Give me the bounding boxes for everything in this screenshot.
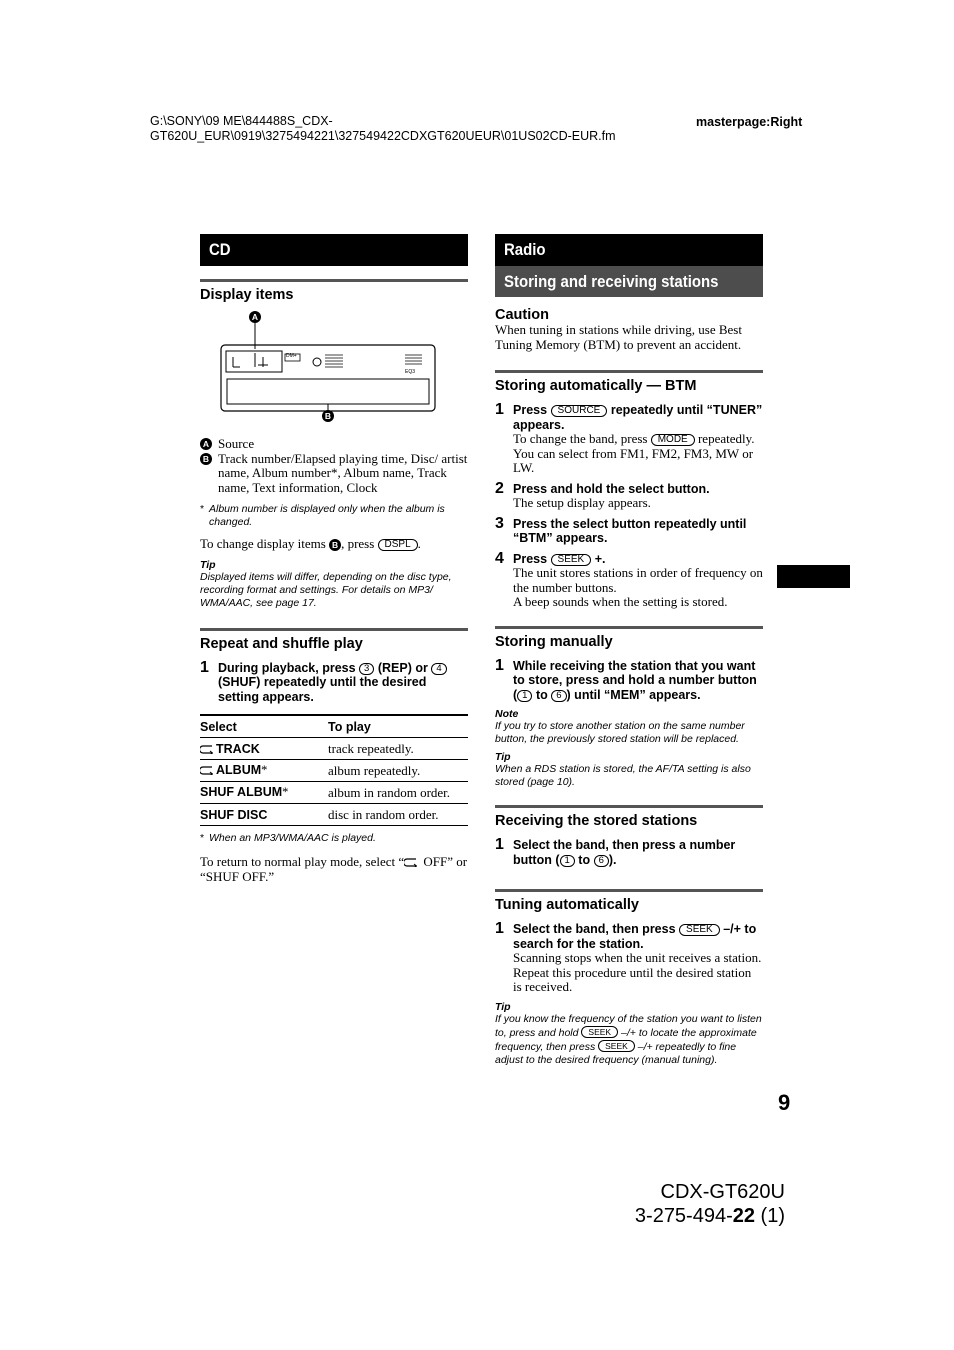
row-select	[200, 738, 328, 760]
model-code-bold: 22	[732, 1205, 755, 1227]
repeat-icon	[200, 766, 213, 775]
cd-section-bar	[200, 234, 468, 266]
radio-section-title: Radio	[504, 240, 546, 259]
step-number: 1	[495, 920, 504, 937]
table-row	[200, 738, 468, 760]
tip-text-a: If you know the frequency of the station you want to listen to, press and hold	[495, 1012, 762, 1039]
key-1: 1	[517, 690, 532, 702]
callout-b-marker: B	[322, 410, 334, 422]
display-tip	[200, 559, 468, 610]
display-item-b	[200, 452, 468, 496]
key-4: 4	[431, 663, 446, 675]
album-footnote	[200, 503, 468, 529]
row-star: *	[282, 785, 289, 799]
step-text-a: Press	[513, 551, 548, 566]
model-code-a: 3-275-494-	[634, 1205, 733, 1227]
step-text-b: to	[535, 687, 548, 702]
display-item-a	[200, 437, 468, 452]
step-text-b: repeatedly until “TUNER” appears.	[513, 403, 763, 432]
seek-key: SEEK	[581, 1026, 618, 1038]
btm-heading: Storing automatically — BTM	[495, 370, 763, 394]
step-text-b: (REP) or	[377, 660, 428, 675]
col-select: Select	[200, 715, 328, 738]
file-path-line-2: GT620U_EUR\0919\3275494221\327549422CDXGT620UEUR\01US02CD-EUR.fm	[150, 129, 616, 143]
caution-text: When tuning in stations while driving, use Best Tuning Memory (BTM) to prevent an accident.	[495, 322, 742, 352]
step-number: 1	[495, 836, 504, 853]
step-number: 1	[495, 401, 504, 418]
step-number: 2	[495, 479, 504, 497]
tip-text: Displayed items will differ, depending on the disc type, recording format and settings. For details on MP3/ WMA/AAC, see page 17.	[200, 570, 452, 609]
manual-tip	[495, 751, 763, 789]
step-text-a: Select the band, then press	[513, 922, 676, 936]
row-select-label: TRACK	[216, 741, 260, 756]
file-path-header	[150, 114, 650, 144]
col-to-play: To play	[328, 715, 468, 738]
step-number: 1	[200, 658, 209, 676]
right-column	[495, 234, 763, 1067]
row-play: album repeatedly.	[328, 760, 468, 782]
step-text-a: During playback, press	[218, 660, 356, 675]
row-star: *	[261, 763, 268, 777]
btm-step-2-body: The setup display appears.	[513, 495, 651, 510]
seek-key: SEEK	[551, 554, 592, 566]
step-number: 1	[495, 656, 504, 674]
receiving-step-1	[495, 838, 763, 867]
page-number: 9	[778, 1090, 791, 1115]
album-footnote-text: Album number is displayed only when the album is changed.	[209, 503, 445, 528]
step-text-b: –/+ to search for the station.	[513, 922, 757, 951]
manual-step-1	[495, 656, 763, 703]
change-display-instruction	[200, 537, 468, 552]
btm-step-1	[495, 403, 763, 476]
row-play: track repeatedly.	[328, 738, 468, 760]
dspl-key: DSPL	[378, 539, 418, 551]
tip-heading: Tip	[495, 751, 511, 763]
step-text-b: +.	[594, 551, 606, 566]
play-mode-table	[200, 714, 468, 826]
radio-section-bar	[495, 234, 763, 266]
step-number: 4	[495, 549, 504, 567]
manual-note	[495, 708, 763, 746]
table-row	[200, 782, 468, 804]
model-code-c: (1)	[755, 1205, 785, 1227]
model-name: CDX-GT620U	[660, 1181, 785, 1203]
row-select-label: SHUF ALBUM	[200, 785, 283, 799]
step-text-a: Select the band, then press a number button (	[513, 838, 736, 867]
item-a-marker: A	[200, 438, 212, 450]
btm-step-2-instruction: Press and hold the select button.	[513, 481, 710, 496]
row-select	[200, 782, 328, 804]
tuning-step-1	[495, 922, 763, 995]
tuning-tip	[495, 1001, 763, 1067]
masterpage-label: masterpage:Right	[696, 115, 803, 129]
row-play: disc in random order.	[328, 804, 468, 826]
step-text-c: ).	[608, 852, 617, 867]
lcd-dm-tag: DM+	[286, 353, 297, 359]
tip-text-c: –/+ repeatedly to fine adjust to the desired frequency (manual tuning).	[495, 1040, 737, 1066]
item-b-text: Track number/Elapsed playing time, Disc/ artist name, Album number*, Album name, Track name, Text information, Clock	[218, 450, 468, 495]
tip-heading: Tip	[200, 558, 216, 571]
item-a-text: Source	[218, 436, 255, 451]
btm-step-1-body	[513, 432, 763, 476]
key-3: 3	[359, 663, 374, 675]
mp3-footnote	[200, 832, 468, 845]
change-text-pre: To change display items	[200, 536, 326, 551]
footnote-star: *	[200, 832, 205, 844]
cd-section-title: CD	[209, 240, 231, 259]
tuning-auto-heading: Tuning automatically	[495, 889, 763, 913]
tuning-step-1-instruction	[513, 922, 763, 951]
storing-manually-heading: Storing manually	[495, 626, 763, 650]
repeat-step-1	[200, 658, 468, 705]
seek-key: SEEK	[679, 924, 720, 936]
caution-heading: Caution	[495, 307, 549, 323]
display-items-heading: Display items	[200, 279, 468, 303]
note-text: If you try to store another station on the same number button, the previously stored station will be replaced.	[495, 720, 745, 745]
btm-step-2	[495, 479, 763, 511]
row-select	[200, 760, 328, 782]
row-select	[200, 804, 328, 826]
tuning-step-1-body: Scanning stops when the unit receives a station. Repeat this procedure until the desired station is received.	[513, 950, 762, 994]
btm-step-4-body-2: A beep sounds when the setting is stored.	[513, 594, 728, 609]
btm-step-4-instruction	[513, 552, 763, 567]
change-text-post: .	[417, 536, 421, 551]
btm-step-4-body-1: The unit stores stations in order of frequency on the number buttons.	[513, 565, 763, 595]
btm-step-3-instruction: Press the select button repeatedly until “BTM” appears.	[513, 516, 747, 545]
return-text-pre: To return to normal play mode, select “	[200, 854, 405, 869]
tip-text: When a RDS station is stored, the AF/TA setting is also stored (page 10).	[495, 763, 751, 788]
repeat-step-instruction	[218, 661, 468, 705]
left-column	[200, 234, 468, 884]
callout-a-marker: A	[249, 311, 261, 323]
return-normal-text	[200, 855, 468, 884]
storing-subsection-bar	[495, 266, 763, 297]
body-text-a: To change the band, press	[513, 431, 648, 446]
source-key: SOURCE	[551, 405, 608, 417]
display-item-list	[200, 437, 468, 495]
lcd-display-illustration	[200, 309, 468, 429]
step-text-b: to	[578, 852, 591, 867]
repeat-icon	[200, 745, 213, 754]
mode-key: MODE	[651, 434, 695, 446]
btm-step-3	[495, 514, 763, 546]
receiving-step-1-instruction	[513, 838, 763, 867]
step-text-a: While receiving the station that you want to store, press and hold a number button (	[513, 658, 757, 702]
btm-step-4	[495, 549, 763, 610]
model-code	[620, 1204, 785, 1228]
step-text-c: ) until “MEM” appears.	[566, 687, 701, 702]
mp3-footnote-text: When an MP3/WMA/AAC is played.	[209, 832, 376, 844]
table-row	[200, 804, 468, 826]
key-1: 1	[560, 855, 575, 867]
footnote-star: *	[200, 503, 205, 515]
model-info	[620, 1180, 785, 1228]
step-number: 3	[495, 514, 504, 532]
item-b-marker: B	[200, 453, 212, 465]
row-play: album in random order.	[328, 782, 468, 804]
row-select-label: SHUF DISC	[200, 807, 268, 822]
body-text-b: repeatedly. You can select from FM1, FM2, FM3, MW or LW.	[513, 431, 755, 475]
row-select-label: ALBUM	[216, 763, 262, 777]
step-text-c: (SHUF) repeatedly until the desired setting appears.	[218, 675, 427, 704]
file-path-line-1: G:\SONY\09 ME\844488S_CDX-	[150, 114, 333, 128]
manual-step-1-instruction	[513, 659, 763, 703]
seek-key: SEEK	[598, 1040, 635, 1052]
repeat-icon	[404, 858, 417, 867]
receiving-stored-heading: Receiving the stored stations	[495, 805, 763, 829]
return-text-post: OFF” or “SHUF OFF.”	[200, 854, 468, 884]
repeat-shuffle-heading: Repeat and shuffle play	[200, 628, 468, 652]
change-b-marker: B	[329, 539, 341, 551]
tip-heading: Tip	[495, 1000, 511, 1013]
section-side-tab	[777, 565, 850, 588]
key-6: 6	[551, 690, 566, 702]
tip-text	[495, 1013, 763, 1067]
btm-step-1-instruction	[513, 403, 763, 432]
step-text-a: Press	[513, 403, 548, 417]
table-header-row	[200, 715, 468, 738]
note-heading: Note	[495, 708, 519, 720]
display-diagram	[200, 309, 468, 429]
key-6: 6	[594, 855, 609, 867]
tip-text-b: –/+ to locate the approximate frequency, then press	[495, 1026, 757, 1053]
change-text-mid: , press	[341, 536, 375, 551]
storing-subsection-title: Storing and receiving stations	[504, 272, 719, 291]
lcd-eq-tag: EQ3	[405, 369, 416, 375]
table-row	[200, 760, 468, 782]
